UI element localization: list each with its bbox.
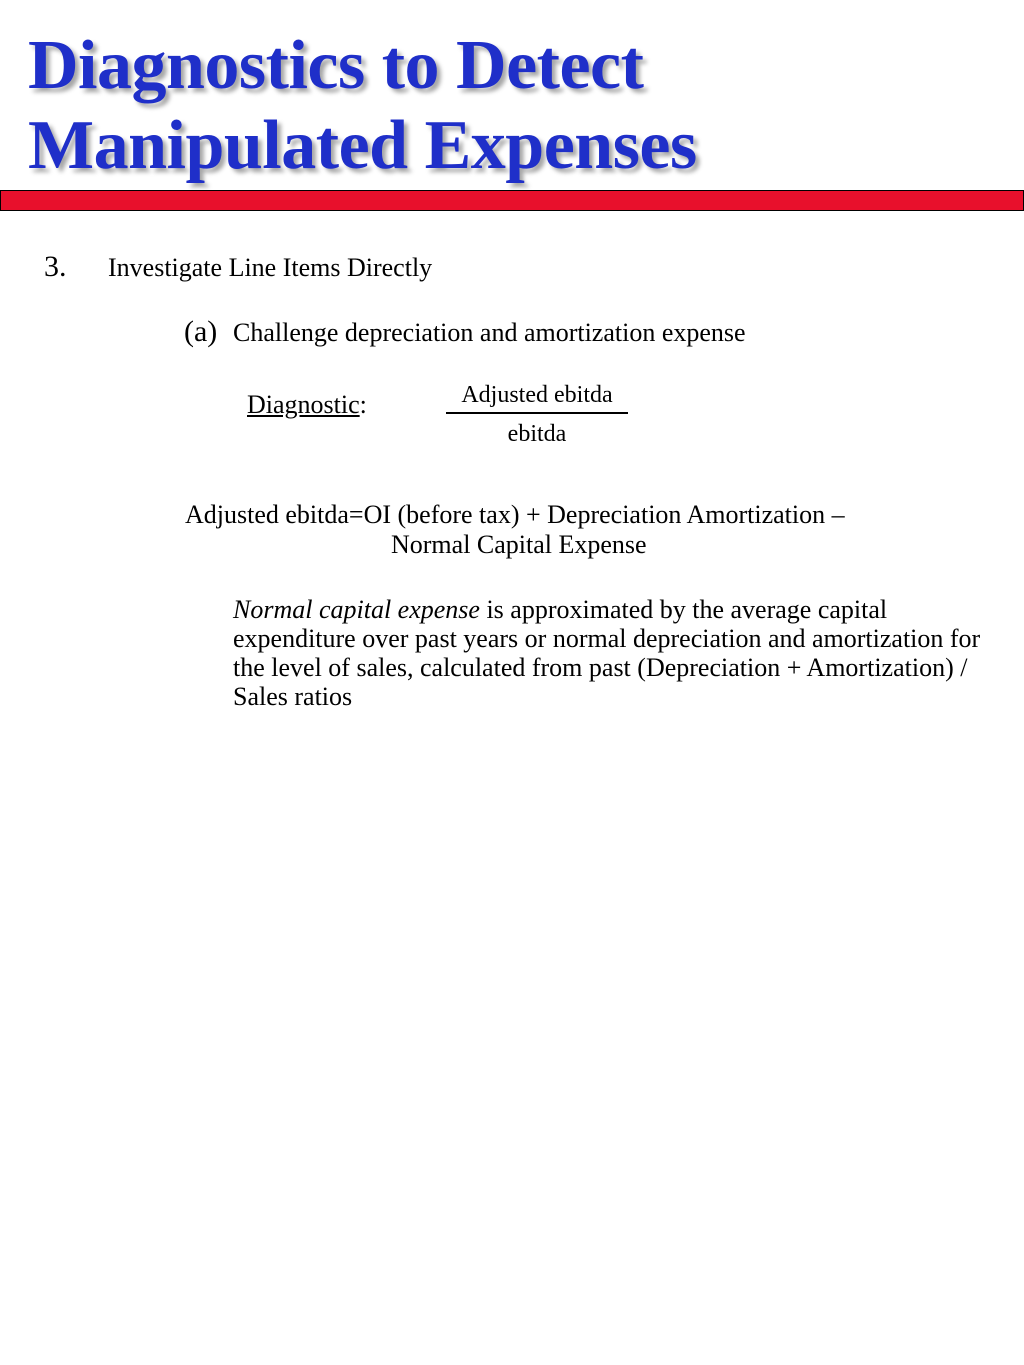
subitem-marker: (a) — [184, 315, 218, 348]
fraction-denominator: ebitda — [507, 421, 567, 447]
formula-line-2: Normal Capital Expense — [391, 530, 647, 559]
item-text: Investigate Line Items Directly — [108, 253, 433, 282]
fraction-bar — [446, 412, 628, 414]
slide-title — [28, 26, 697, 186]
diagnostic-colon: : — [359, 390, 367, 419]
subitem-text: Challenge depreciation and amortization expense — [233, 318, 746, 347]
title-line-1: Diagnostics to Detect — [28, 27, 644, 104]
formula-line-1: Adjusted ebitda=OI (before tax) + Depreciation Amortization – — [185, 500, 845, 529]
item-number: 3. — [44, 250, 67, 283]
diagnostic-fraction — [446, 380, 628, 448]
title-divider — [0, 190, 1024, 211]
diagnostic-label-text: Diagnostic — [247, 390, 360, 419]
adjusted-ebitda-formula — [185, 500, 975, 560]
fraction-numerator: Adjusted ebitda — [461, 382, 613, 408]
normal-capital-expense-note — [233, 595, 1003, 711]
title-line-2: Manipulated Expenses — [28, 107, 697, 184]
note-term: Normal capital expense — [233, 595, 480, 624]
diagnostic-label — [247, 390, 367, 420]
note-text: is approximated by the average capital expenditure over past years or normal depreciation and amortization for the level of sales, calculated from past (Depreciation + Amortization) / Sales ratios — [233, 595, 981, 711]
